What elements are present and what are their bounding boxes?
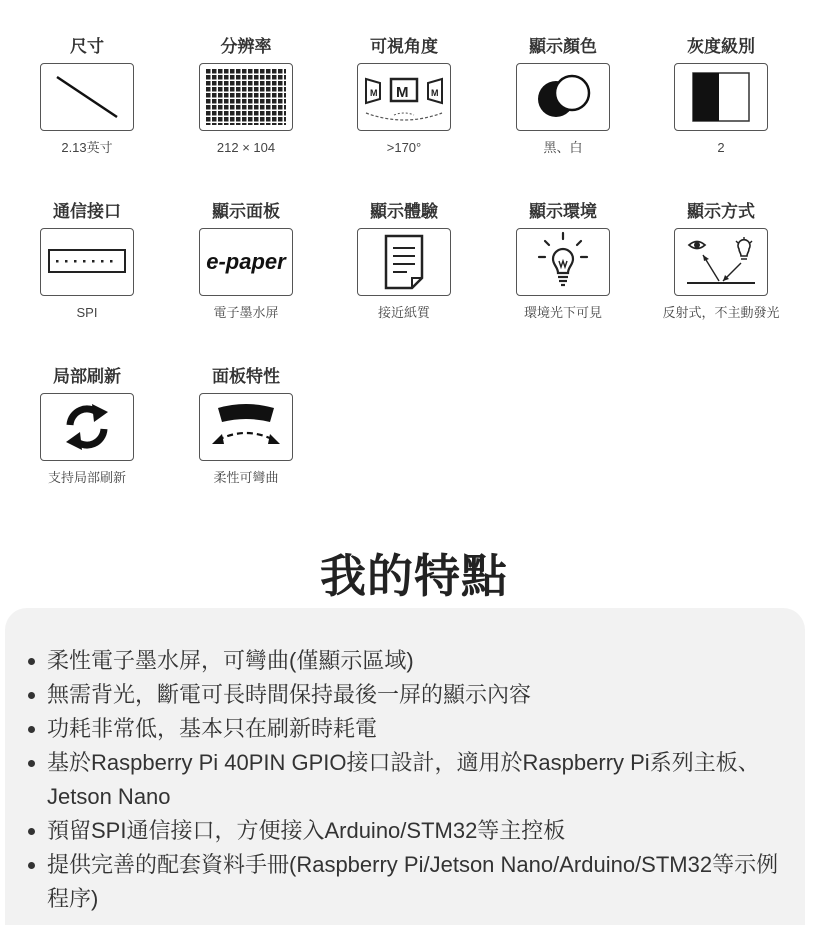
document-icon [376,232,432,292]
spec-display-experience [324,200,484,322]
spec-icon-box [516,63,610,131]
spec-icon-box [40,228,134,296]
spec-title: 面板特性 [212,367,280,386]
feature-item: 功耗非常低，基本只在刷新時耗電 [27,712,797,746]
spec-title: 顯示方式 [687,202,755,221]
spec-title: 通信接口 [53,202,121,221]
spec-value: 反射式，不主動發光 [662,305,780,320]
spec-icon-box [357,63,451,131]
spec-icon-box [516,228,610,296]
pixel-grid-icon [204,67,288,127]
spec-value: 黑、白 [543,140,583,155]
spec-value: 2.13英寸 [61,140,113,155]
light-bulb-icon [533,231,593,293]
diagonal-size-icon [47,69,127,125]
svg-text:M: M [370,88,378,98]
spec-title: 分辨率 [220,37,272,56]
spec-interface [7,200,167,322]
spec-partial-refresh [7,365,167,487]
features-panel [5,608,805,925]
reflective-icon [679,233,763,291]
spec-title: 尺寸 [70,37,104,56]
epaper-logo-icon: e-paper [206,249,286,274]
spec-icon-box [40,63,134,131]
spec-title: 灰度級別 [687,37,755,56]
spec-title: 可視角度 [370,37,438,56]
spec-display-color [483,35,643,157]
spec-value: 電子墨水屏 [213,305,279,320]
feature-item: 柔性電子墨水屏，可彎曲(僅顯示區域) [27,644,797,678]
spec-viewing-angle [324,35,484,157]
spec-size [7,35,167,157]
svg-text:M: M [396,84,409,101]
spec-value: 支持局部刷新 [47,470,126,485]
spec-grayscale [641,35,801,157]
spec-title: 顯示顏色 [529,37,597,56]
svg-text:M: M [431,88,439,98]
spec-icon-box [199,228,293,296]
spec-icon-box [674,228,768,296]
feature-item: 基於Raspberry Pi 40PIN GPIO接口設計，適用於Raspberry Pi系列主板、Jetson Nano [27,746,797,814]
grayscale-icon [689,69,753,125]
spec-title: 顯示環境 [529,202,597,221]
spec-icon-box [199,63,293,131]
spec-value: 212 × 104 [216,140,276,155]
spec-display-panel [166,200,326,322]
spec-value: 2 [717,140,725,155]
pin-header-icon [47,242,127,282]
spec-panel-feature [166,365,326,487]
feature-item: 無需背光，斷電可長時間保持最後一屏的顯示內容 [27,678,797,712]
spec-title: 顯示面板 [212,202,280,221]
spec-display-mode [641,200,801,322]
spec-title: 局部刷新 [53,367,121,386]
color-circles-icon [528,69,598,125]
feature-item: 預留SPI通信接口，方便接入Arduino/STM32等主控板 [27,814,797,848]
spec-icon-box [199,393,293,461]
feature-list [27,644,797,916]
flexible-panel-icon [204,398,288,456]
refresh-icon [60,400,114,454]
spec-display-environment [483,200,643,322]
viewing-angle-icon [360,67,448,127]
features-heading: 我的特點 [320,550,508,602]
spec-icon-box [40,393,134,461]
spec-value: 環境光下可見 [523,305,602,320]
spec-value: SPI [76,305,98,320]
spec-resolution [166,35,326,157]
spec-value: 接近紙質 [377,305,430,320]
spec-value: >170° [386,140,422,155]
spec-value: 柔性可彎曲 [213,470,279,485]
spec-icon-box [357,228,451,296]
spec-icon-box [674,63,768,131]
spec-title: 顯示體驗 [370,202,438,221]
feature-item: 提供完善的配套資料手冊(Raspberry Pi/Jetson Nano/Arduino/STM32等示例程序) [27,848,797,916]
